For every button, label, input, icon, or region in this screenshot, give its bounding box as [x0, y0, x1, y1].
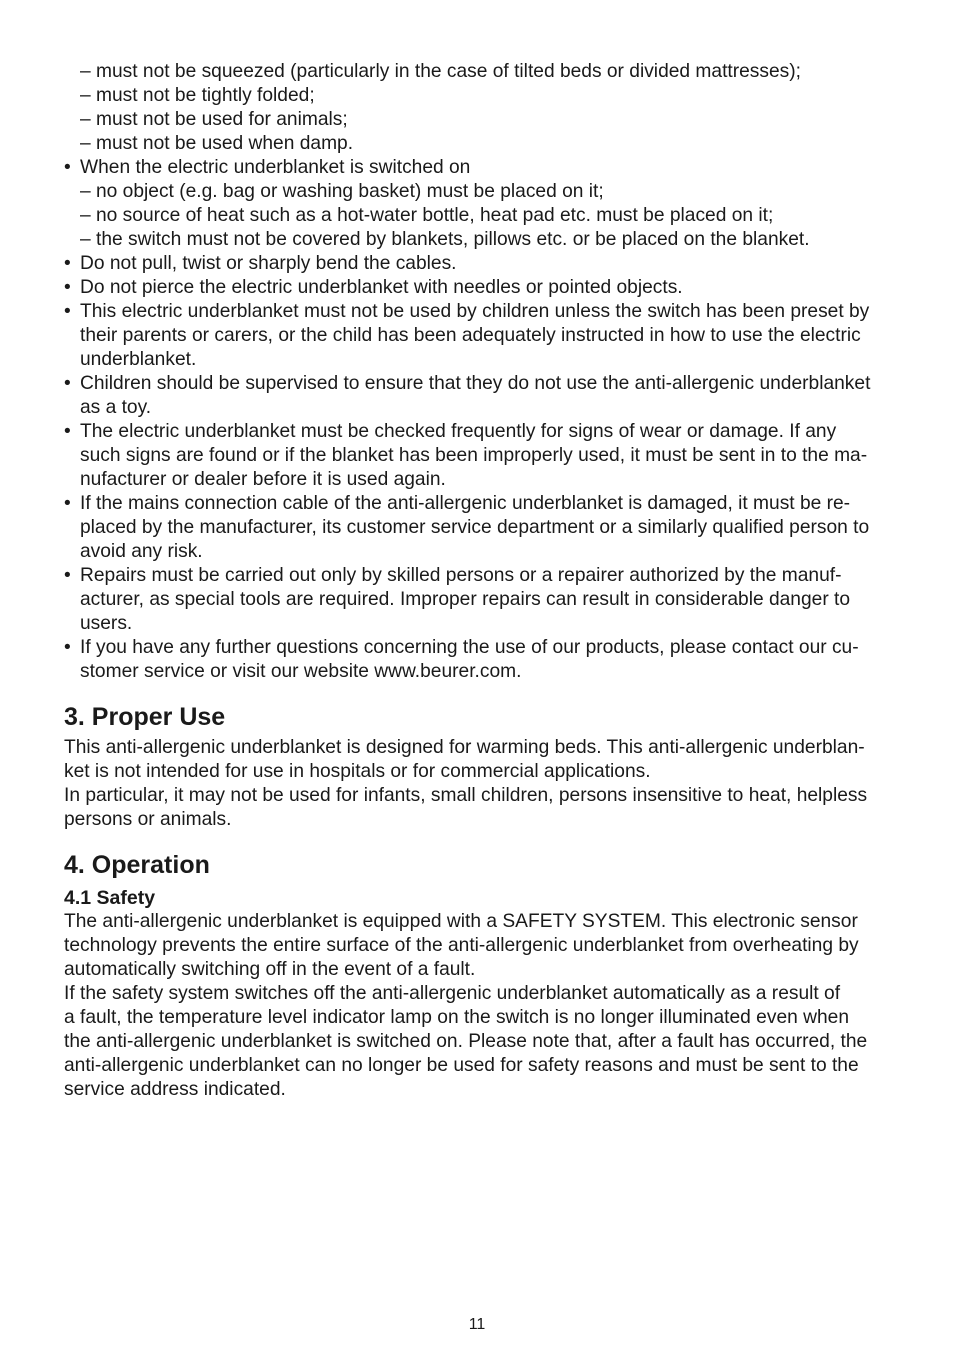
bullet-line: acturer, as special tools are required. Improper repairs can result in considerable danger to	[80, 589, 851, 610]
bullet-item-switched-on	[64, 156, 894, 180]
bullet-line: If you have any further questions concerning the use of our products, please contact our cu-	[80, 637, 859, 658]
paragraph-line: The anti-allergenic underblanket is equipped with a SAFETY SYSTEM. This electronic sensor	[64, 911, 858, 932]
paragraph-line: In particular, it may not be used for infants, small children, persons insensitive to heat, helpless	[64, 785, 868, 806]
bullet-marker: •	[64, 157, 71, 178]
paragraph	[64, 982, 894, 1102]
paragraph-line: persons or animals.	[64, 809, 232, 830]
dash-item: – must not be used for animals;	[80, 109, 348, 130]
bullet-marker: •	[64, 373, 71, 394]
section-heading-operation: 4. Operation	[64, 851, 210, 879]
bullet-marker: •	[64, 277, 71, 298]
bullet-marker: •	[64, 421, 71, 442]
dash-item: – must not be squeezed (particularly in the case of tilted beds or divided mattresses);	[80, 61, 801, 82]
bullet-item	[64, 636, 894, 684]
paragraph-line: service address indicated.	[64, 1079, 286, 1100]
bullet-item	[64, 372, 894, 420]
bullet-marker: •	[64, 301, 71, 322]
subsection-heading-safety: 4.1 Safety	[64, 887, 156, 909]
bullet-line: their parents or carers, or the child has been adequately instructed in how to use the electric	[80, 325, 861, 346]
bullet-line: Do not pierce the electric underblanket with needles or pointed objects.	[80, 277, 683, 298]
bullet-item	[64, 300, 894, 372]
dash-list-switched-on	[64, 180, 894, 252]
dash-item: – no source of heat such as a hot-water bottle, heat pad etc. must be placed on it;	[80, 205, 774, 226]
paragraph	[64, 736, 894, 784]
bullet-line: Children should be supervised to ensure that they do not use the anti-allergenic underblanket	[80, 373, 871, 394]
bullet-item	[64, 492, 894, 564]
dash-item: – the switch must not be covered by blankets, pillows etc. or be placed on the blanket.	[80, 229, 810, 250]
bullet-text: When the electric underblanket is switched on	[80, 157, 471, 178]
bullet-line: as a toy.	[80, 397, 152, 418]
paragraph-line: a fault, the temperature level indicator lamp on the switch is no longer illuminated even when	[64, 1007, 849, 1028]
bullet-line: underblanket.	[80, 349, 197, 370]
bullet-marker: •	[64, 637, 71, 658]
bullet-line: such signs are found or if the blanket has been improperly used, it must be sent in to the ma-	[80, 445, 868, 466]
bullet-line: stomer service or visit our website www.beurer.com.	[80, 661, 522, 682]
bullet-marker: •	[64, 253, 71, 274]
paragraph-line: If the safety system switches off the anti-allergenic underblanket automatically as a result of	[64, 983, 841, 1004]
paragraph-line: automatically switching off in the event of a fault.	[64, 959, 476, 980]
dash-list-top	[64, 60, 894, 156]
bullet-line: avoid any risk.	[80, 541, 203, 562]
paragraph-line: technology prevents the entire surface of the anti-allergenic underblanket from overheating by	[64, 935, 859, 956]
paragraph-line: the anti-allergenic underblanket is switched on. Please note that, after a fault has occurred, the	[64, 1031, 868, 1052]
paragraph	[64, 784, 894, 832]
paragraph	[64, 910, 894, 982]
document-page	[64, 60, 894, 1102]
bullet-item	[64, 564, 894, 636]
paragraph-line: anti-allergenic underblanket can no longer be used for safety reasons and must be sent to the	[64, 1055, 859, 1076]
bullet-line: Do not pull, twist or sharply bend the cables.	[80, 253, 457, 274]
paragraph-line: This anti-allergenic underblanket is designed for warming beds. This anti-allergenic underblan-	[64, 737, 865, 758]
bullet-marker: •	[64, 493, 71, 514]
bullet-line: placed by the manufacturer, its customer service department or a similarly qualified person to	[80, 517, 870, 538]
bullet-line: Repairs must be carried out only by skilled persons or a repairer authorized by the manuf-	[80, 565, 842, 586]
bullet-line: The electric underblanket must be checked frequently for signs of wear or damage. If any	[80, 421, 837, 442]
paragraph-line: ket is not intended for use in hospitals or for commercial applications.	[64, 761, 651, 782]
dash-item: – no object (e.g. bag or washing basket) must be placed on it;	[80, 181, 604, 202]
bullet-marker: •	[64, 565, 71, 586]
dash-item: – must not be used when damp.	[80, 133, 354, 154]
bullet-line: nufacturer or dealer before it is used again.	[80, 469, 446, 490]
bullet-line: If the mains connection cable of the anti-allergenic underblanket is damaged, it must be re-	[80, 493, 851, 514]
page-number: 11	[468, 1316, 486, 1333]
bullet-line: users.	[80, 613, 133, 634]
bullet-item	[64, 276, 894, 300]
bullet-line: This electric underblanket must not be used by children unless the switch has been preset by	[80, 301, 870, 322]
dash-item: – must not be tightly folded;	[80, 85, 315, 106]
section-heading-proper-use: 3. Proper Use	[64, 703, 226, 731]
bullet-item	[64, 252, 894, 276]
bullet-item	[64, 420, 894, 492]
